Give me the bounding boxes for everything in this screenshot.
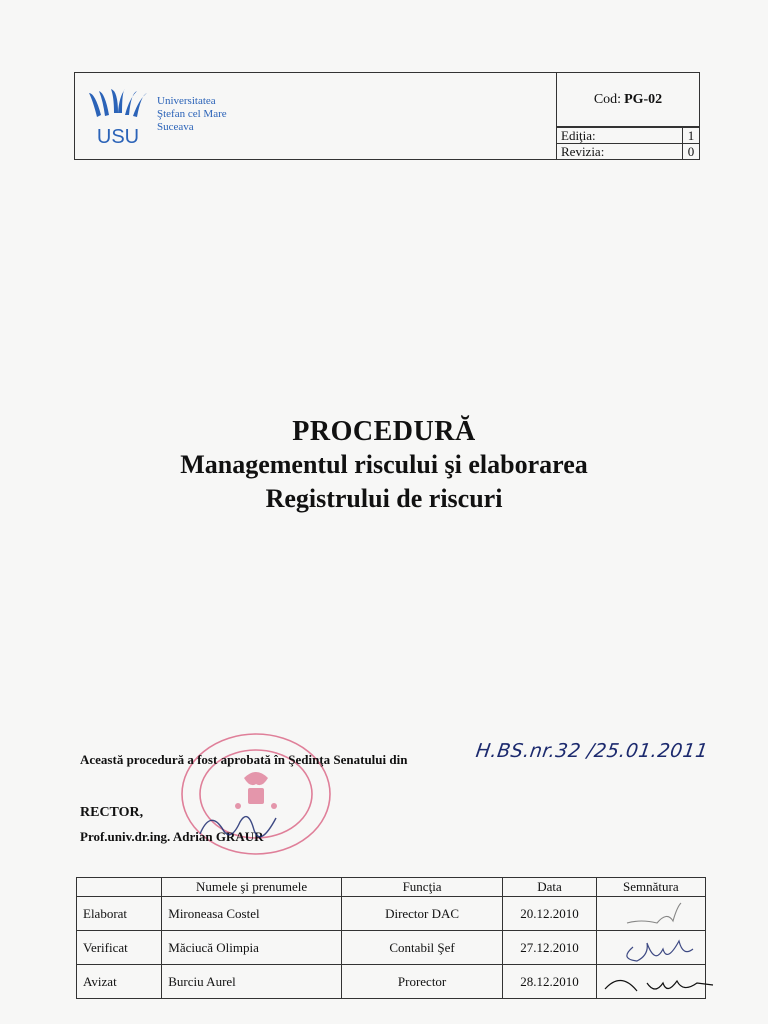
- role-cell: Verificat: [77, 931, 162, 965]
- header-institution-cell: [75, 73, 557, 159]
- edition-revision-table: [557, 127, 699, 159]
- table-row: [77, 965, 706, 999]
- table-header-cell: Numele şi prenumele: [162, 878, 342, 897]
- revision-label: Revizia:: [557, 144, 683, 160]
- logo-text: USU: [96, 126, 140, 147]
- title-line-3: Registrului de riscuri: [265, 484, 503, 513]
- document-code: [557, 73, 699, 127]
- name-cell: Mironeasa Costel: [162, 897, 342, 931]
- signature-mark: [597, 961, 717, 1003]
- name-cell: Burciu Aurel: [162, 965, 342, 999]
- function-cell: Director DAC: [341, 897, 503, 931]
- university-line-1: Universitatea: [157, 95, 216, 107]
- role-cell: Elaborat: [77, 897, 162, 931]
- title-line-2: Managementul riscului şi elaborarea: [180, 450, 588, 479]
- date-cell: 20.12.2010: [503, 897, 596, 931]
- title-line-1: PROCEDURĂ: [292, 416, 476, 447]
- date-cell: 27.12.2010: [503, 931, 596, 965]
- table-header-cell: Semnătura: [596, 878, 705, 897]
- document-title: [0, 416, 768, 516]
- approval-statement: Această procedură a fost aprobată în Şedinţa Senatului din: [80, 752, 408, 767]
- rector-signature: [196, 804, 286, 854]
- table-header-cell: Data: [503, 878, 596, 897]
- approval-signatures-table: [76, 877, 706, 999]
- function-cell: Prorector: [341, 965, 503, 999]
- table-row: [77, 931, 706, 965]
- rector-name: Prof.univ.dr.ing. Adrian GRAUR: [80, 829, 264, 844]
- table-header-cell: [77, 878, 162, 897]
- table-header-cell: Funcţia: [341, 878, 503, 897]
- university-name: [157, 95, 227, 134]
- code-label: Cod:: [593, 91, 622, 107]
- revision-value: 0: [683, 144, 700, 160]
- name-cell: Măciucă Olimpia: [162, 931, 342, 965]
- signature-cell: [596, 897, 705, 931]
- function-cell: Contabil Şef: [341, 931, 503, 965]
- signature-cell: [596, 931, 705, 965]
- signature-cell: [596, 965, 705, 999]
- edition-value: 1: [683, 128, 700, 144]
- role-cell: Avizat: [77, 965, 162, 999]
- date-cell: 28.12.2010: [503, 965, 596, 999]
- rector-label: RECTOR,: [80, 805, 144, 820]
- university-line-3: Suceava: [157, 121, 194, 133]
- header-code-cell: [557, 73, 699, 159]
- document-header: [74, 72, 700, 160]
- university-line-2: Ştefan cel Mare: [157, 108, 227, 120]
- code-value: PG-02: [624, 91, 663, 107]
- approval-handwritten-reference: H.BS.nr.32 /25.01.2011: [474, 740, 710, 762]
- table-row: [77, 897, 706, 931]
- edition-label: Ediţia:: [557, 128, 683, 144]
- usu-logo: [85, 87, 151, 147]
